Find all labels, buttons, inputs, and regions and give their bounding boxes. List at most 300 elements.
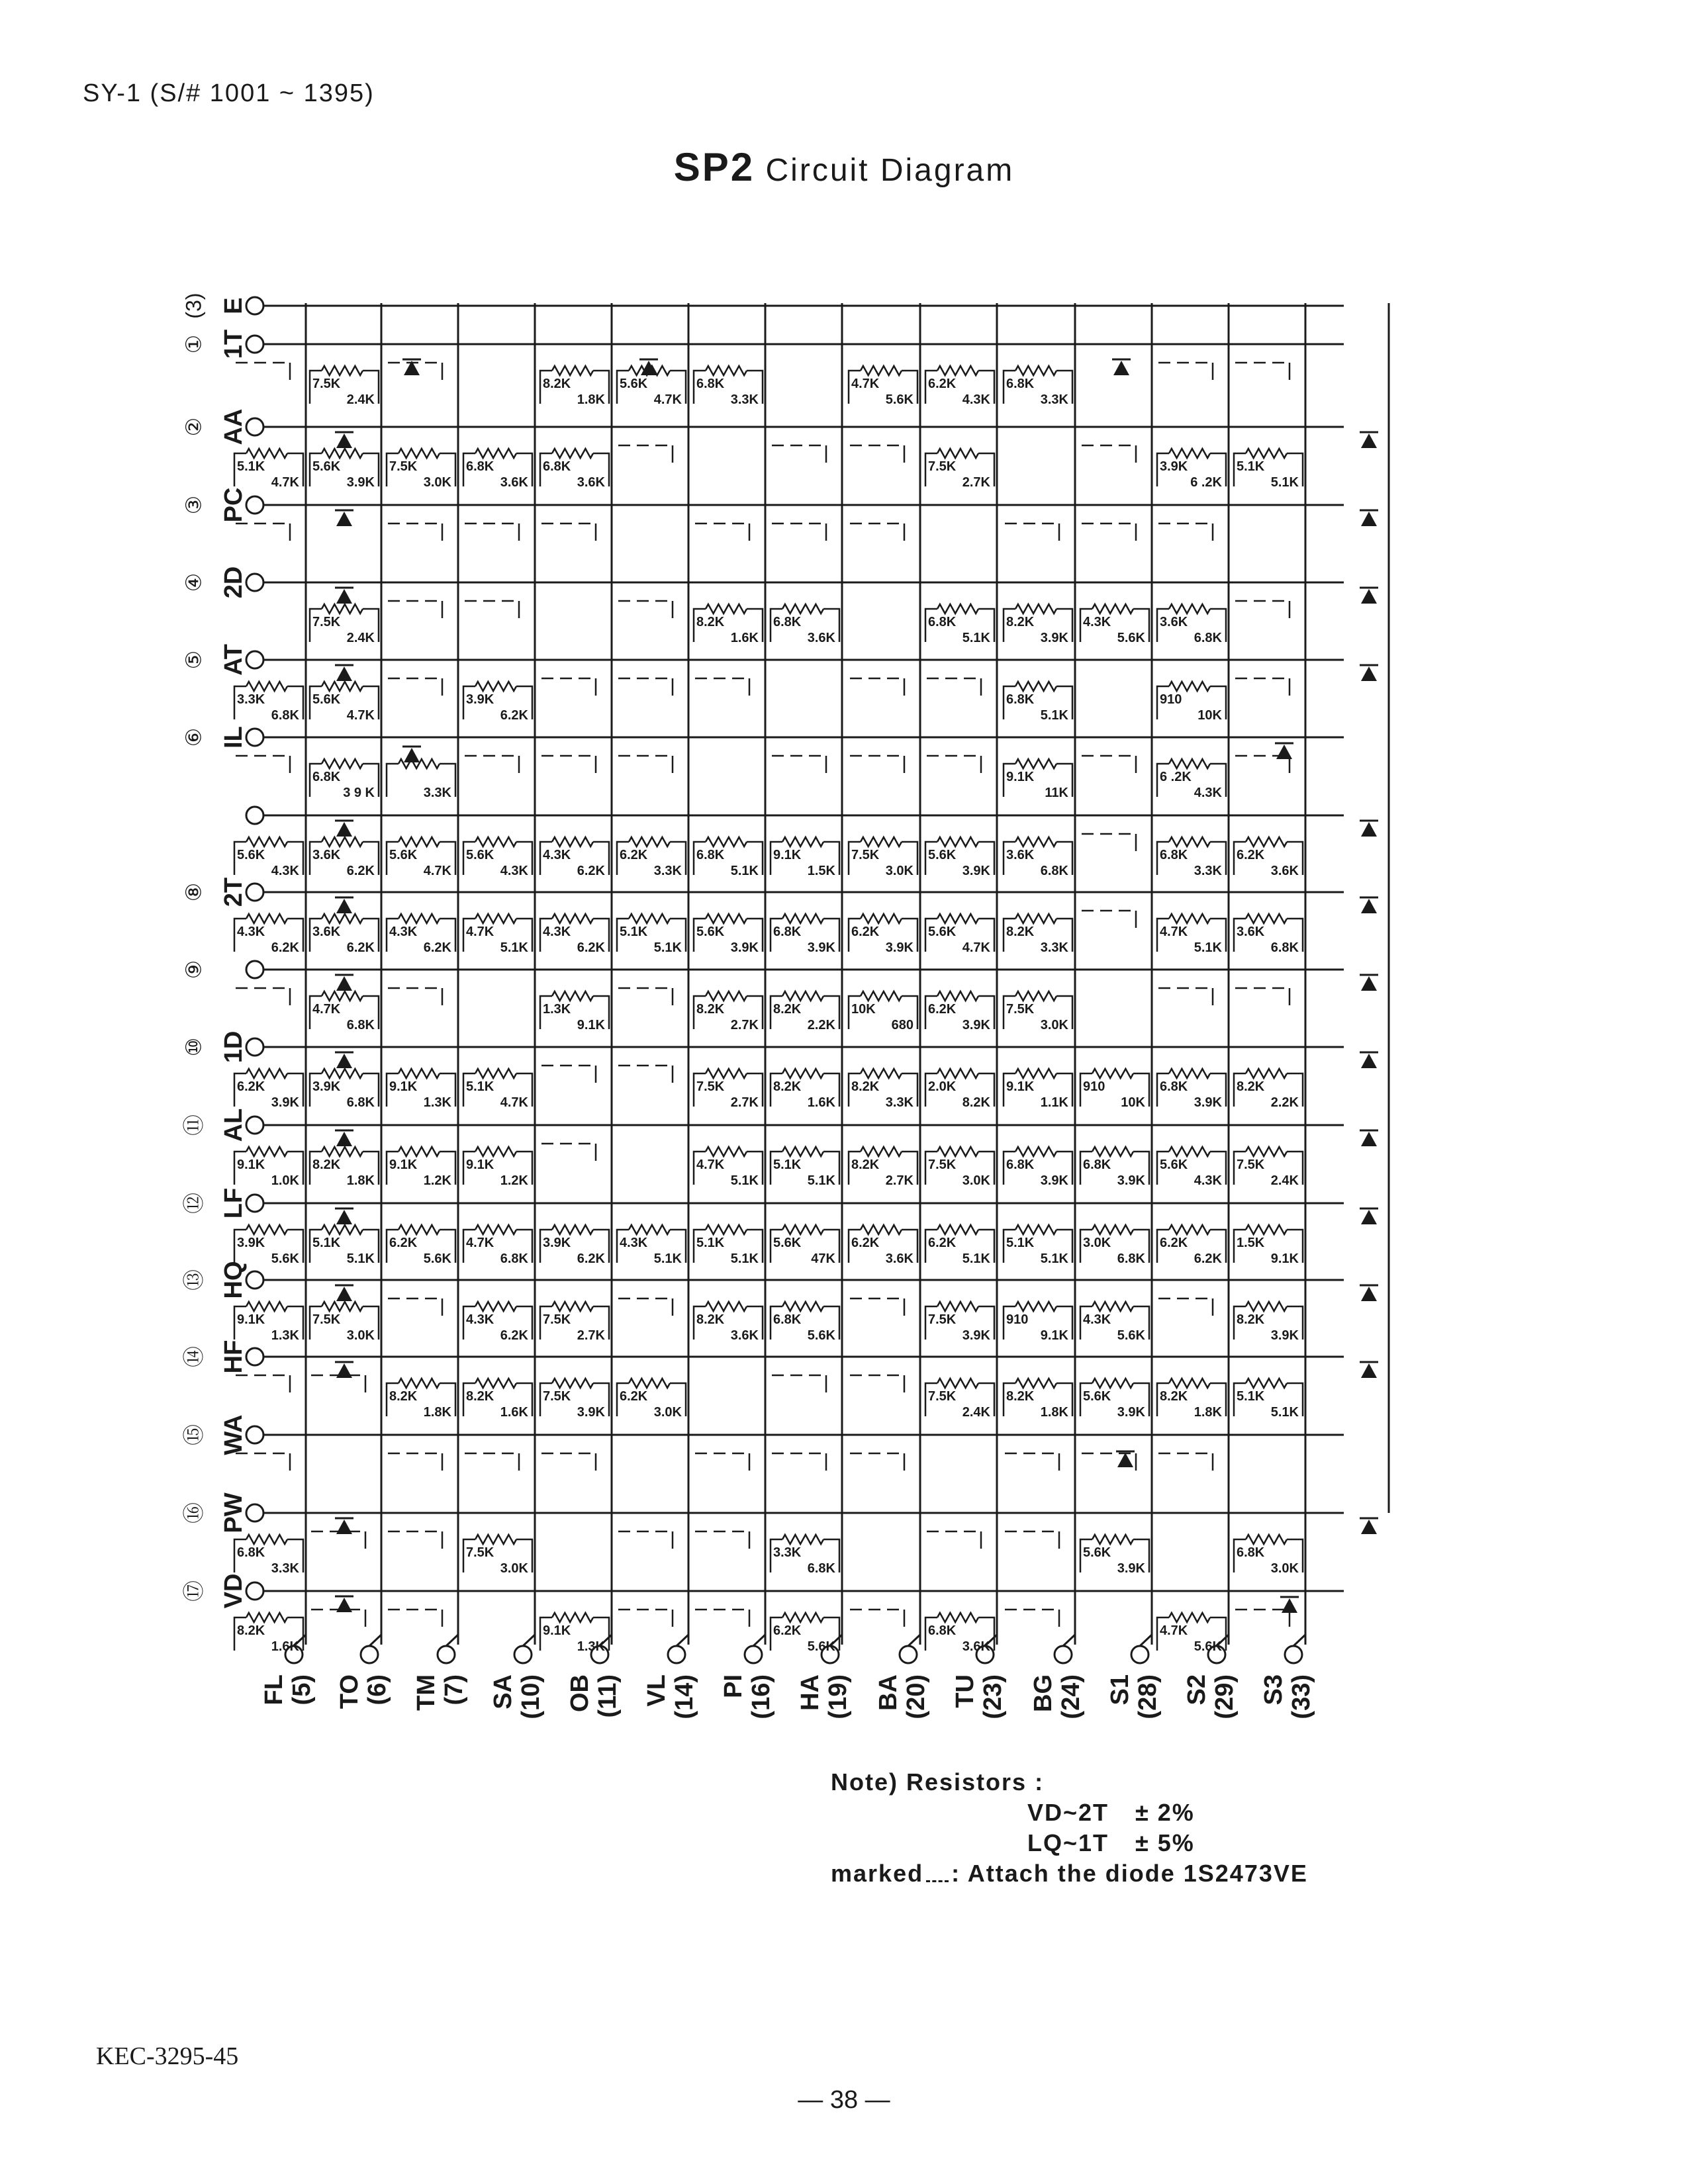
resistor-pair	[1234, 1302, 1303, 1343]
column-label: SA	[489, 1674, 517, 1709]
resistor-symbol	[1015, 1302, 1056, 1311]
resistor-pair	[1004, 1147, 1072, 1188]
resistor-pair	[1004, 759, 1072, 800]
resistor-symbol	[706, 366, 747, 375]
resistor-note	[831, 1767, 1308, 1889]
resistor-pair	[1004, 991, 1072, 1032]
row-terminal	[246, 1426, 263, 1443]
resistor-pair	[387, 837, 455, 878]
resistor-pair	[540, 1225, 609, 1266]
resistor-value-upper: 8.2K	[1160, 1389, 1188, 1404]
resistor-pair	[234, 1535, 303, 1576]
resistor-pair	[463, 682, 532, 723]
column-number: (6)	[363, 1674, 391, 1706]
resistor-pair	[849, 1147, 917, 1188]
resistor-value-upper: 6.8K	[773, 615, 802, 629]
resistor-symbol	[1246, 1379, 1287, 1388]
resistor-value-upper: 6.8K	[1006, 692, 1035, 707]
resistor-pair	[1157, 1069, 1226, 1110]
resistor-value-lower: 2.2K	[807, 1018, 835, 1032]
resistor-pair	[771, 837, 839, 878]
resistor-value-lower: 3 9 K	[343, 786, 375, 800]
resistor-pair	[849, 1069, 917, 1110]
resistor-value-upper: 6.8K	[1160, 848, 1188, 862]
resistor-pair	[1004, 1069, 1072, 1110]
row-label: AT	[220, 644, 248, 676]
resistor-pair	[310, 449, 379, 490]
resistor-symbol	[246, 682, 287, 691]
resistor-value-lower: 6.2K	[346, 940, 375, 955]
resistor-value-lower: 5.6K	[1117, 631, 1145, 645]
column-label: TO	[336, 1674, 363, 1709]
resistor-value-lower: 2.7K	[962, 475, 990, 490]
resistor-symbol	[706, 1069, 747, 1078]
resistor-pair	[771, 991, 839, 1032]
resistor-value-upper: 5.6K	[237, 848, 265, 862]
column-number: (29)	[1211, 1674, 1239, 1719]
diode-s3-icon	[1361, 1132, 1377, 1146]
resistor-value-lower: 3.9K	[807, 940, 835, 955]
column-number: (24)	[1057, 1674, 1085, 1719]
resistor-symbol	[399, 1225, 440, 1234]
resistor-pair	[1234, 914, 1303, 955]
resistor-symbol	[1015, 837, 1056, 846]
column-lead	[446, 1635, 458, 1646]
resistor-value-lower: 3.9K	[346, 475, 375, 490]
row-number: ⑨	[181, 960, 206, 979]
row-terminal	[246, 1038, 263, 1056]
resistor-value-upper: 4.3K	[543, 848, 571, 862]
title-bold: SP2	[673, 145, 755, 189]
resistor-value-upper: 7.5K	[543, 1312, 571, 1327]
resistor-value-upper: 3.6K	[1237, 925, 1265, 939]
resistor-value-lower: 4.7K	[346, 708, 375, 723]
resistor-pair	[463, 1069, 532, 1110]
resistor-pair	[310, 1225, 379, 1266]
resistor-symbol	[629, 1225, 670, 1234]
row-terminal	[246, 1116, 263, 1134]
row-number: (3)	[181, 293, 206, 319]
resistor-value-lower: 4.7K	[962, 940, 990, 955]
resistor-pair	[1080, 1379, 1149, 1420]
resistor-value-lower: 6.8K	[1040, 864, 1068, 878]
resistor-symbol	[782, 837, 823, 846]
resistor-pair	[234, 914, 303, 955]
resistor-symbol	[1169, 1379, 1210, 1388]
resistor-pair	[925, 991, 994, 1032]
resistor-value-upper: 5.1K	[1237, 459, 1265, 474]
resistor-pair	[617, 914, 686, 955]
resistor-symbol	[937, 1147, 978, 1156]
row-terminal	[246, 1195, 263, 1212]
resistor-value-upper: 5.6K	[312, 692, 341, 707]
resistor-value-lower: 1.3K	[271, 1328, 299, 1343]
resistor-pair	[463, 1147, 532, 1188]
resistor-value-upper: 4.3K	[543, 925, 571, 939]
diode-s3-icon	[1361, 433, 1377, 448]
resistor-value-upper: 7.5K	[312, 1312, 341, 1327]
resistor-symbol	[1246, 1225, 1287, 1234]
row-label: HF	[220, 1340, 248, 1374]
resistor-value-lower: 3.9K	[962, 1018, 990, 1032]
resistor-value-upper: 5.1K	[237, 459, 265, 474]
resistor-value-upper: 7.5K	[389, 459, 418, 474]
resistor-symbol	[706, 1302, 747, 1311]
resistor-value-lower: 2.7K	[730, 1095, 759, 1110]
resistor-symbol	[322, 837, 363, 846]
resistor-pair	[234, 682, 303, 723]
resistor-value-lower: 3.0K	[962, 1173, 990, 1188]
resistor-pair	[925, 604, 994, 645]
resistor-value-upper: 9.1K	[1006, 770, 1035, 784]
resistor-pair	[849, 991, 917, 1032]
resistor-value-upper: 4.7K	[466, 925, 494, 939]
resistor-value-upper: 6.2K	[773, 1623, 802, 1638]
resistor-symbol	[322, 366, 363, 375]
resistor-symbol	[861, 1147, 902, 1156]
resistor-symbol	[322, 604, 363, 614]
resistor-pair	[1157, 449, 1226, 490]
diode-fl-icon	[336, 976, 352, 991]
diode-icon	[1113, 361, 1129, 375]
resistor-pair	[1004, 914, 1072, 955]
resistor-value-lower: 1.6K	[807, 1095, 835, 1110]
resistor-pair	[617, 1379, 686, 1420]
resistor-value-upper: 6.8K	[1006, 377, 1035, 391]
resistor-value-upper: 4.3K	[466, 1312, 494, 1327]
resistor-symbol	[1092, 604, 1133, 614]
resistor-pair	[849, 837, 917, 878]
row-terminal	[246, 297, 263, 314]
resistor-value-upper: 6.8K	[543, 459, 571, 474]
row-label: AL	[220, 1108, 248, 1142]
resistor-value-upper: 4.3K	[1083, 615, 1111, 629]
resistor-symbol	[322, 449, 363, 458]
resistor-value-lower: 3.6K	[962, 1639, 990, 1654]
resistor-symbol	[322, 759, 363, 768]
resistor-symbol	[1169, 682, 1210, 691]
resistor-value-upper: 3.3K	[237, 692, 265, 707]
resistor-symbol	[706, 604, 747, 614]
row-number: ⑧	[181, 882, 206, 902]
resistor-value-lower: 3.9K	[1040, 631, 1068, 645]
resistor-pair	[925, 1069, 994, 1110]
resistor-value-lower: 6.8K	[1117, 1251, 1145, 1266]
resistor-value-lower: 3.3K	[730, 392, 759, 407]
resistor-value-upper: 5.1K	[466, 1079, 494, 1094]
resistor-value-upper: 3.9K	[312, 1079, 341, 1094]
resistor-value-upper: 8.2K	[696, 1002, 725, 1017]
resistor-value-upper: 5.1K	[1006, 1236, 1035, 1250]
column-terminal	[1055, 1646, 1072, 1663]
resistor-pair	[1080, 604, 1149, 645]
resistor-pair	[1004, 366, 1072, 407]
column-lead	[523, 1635, 535, 1646]
resistor-value-lower: 47K	[811, 1251, 835, 1266]
resistor-pair	[387, 449, 455, 490]
resistor-value-lower: 3.3K	[423, 786, 451, 800]
resistor-symbol	[782, 1225, 823, 1234]
resistor-pair	[234, 1613, 303, 1654]
resistor-symbol	[399, 837, 440, 846]
resistor-value-lower: 5.6K	[423, 1251, 451, 1266]
resistor-symbol	[782, 914, 823, 923]
resistor-value-upper: 6.2K	[1237, 848, 1265, 862]
resistor-pair	[1234, 1225, 1303, 1266]
resistor-value-upper: 9.1K	[1006, 1079, 1035, 1094]
resistor-value-upper: 5.6K	[620, 377, 648, 391]
resistor-value-lower: 3.0K	[1040, 1018, 1068, 1032]
resistor-pair	[694, 604, 763, 645]
resistor-symbol	[706, 1225, 747, 1234]
diode-s3-icon	[1361, 666, 1377, 681]
resistor-value-upper: 3.6K	[1006, 848, 1035, 862]
resistor-pair	[310, 604, 379, 645]
row-number: ⑪	[181, 1114, 206, 1136]
diode-s3-icon	[1361, 512, 1377, 526]
diode-fl-icon	[336, 1287, 352, 1301]
resistor-value-lower: 6.2K	[577, 864, 605, 878]
resistor-symbol	[629, 1379, 670, 1388]
diode-fl-icon	[336, 1054, 352, 1068]
resistor-pair	[1080, 1535, 1149, 1576]
resistor-pair	[1234, 1379, 1303, 1420]
resistor-value-upper: 6.2K	[237, 1079, 265, 1094]
resistor-symbol	[782, 1302, 823, 1311]
resistor-pair	[849, 914, 917, 955]
resistor-value-upper: 7.5K	[312, 615, 341, 629]
resistor-symbol	[552, 837, 593, 846]
resistor-value-lower: 11K	[1045, 786, 1068, 800]
diode-fl-icon	[336, 1210, 352, 1224]
resistor-value-upper: 4.3K	[1083, 1312, 1111, 1327]
resistor-symbol	[246, 449, 287, 458]
resistor-value-upper: 7.5K	[928, 1312, 957, 1327]
resistor-pair	[925, 1302, 994, 1343]
resistor-symbol	[1246, 449, 1287, 458]
resistor-value-upper: 6.8K	[773, 1312, 802, 1327]
resistor-value-upper: 5.1K	[696, 1236, 725, 1250]
resistor-symbol	[1092, 1069, 1133, 1078]
column-label: FL	[260, 1674, 288, 1706]
resistor-pair	[540, 991, 609, 1032]
row-label: WA	[220, 1414, 248, 1455]
resistor-pair	[463, 1379, 532, 1420]
resistor-symbol	[246, 1225, 287, 1234]
row-label: E	[220, 297, 248, 314]
resistor-value-upper: 5.6K	[389, 848, 418, 862]
resistor-value-lower: 5.1K	[1270, 1405, 1299, 1420]
resistor-value-lower: 4.3K	[500, 864, 528, 878]
resistor-symbol	[399, 449, 440, 458]
resistor-value-lower: 3.0K	[500, 1561, 528, 1576]
resistor-value-lower: 3.3K	[653, 864, 682, 878]
resistor-value-upper: 910	[1006, 1312, 1029, 1327]
resistor-value-upper: 1.3K	[543, 1002, 571, 1017]
row-number: ⑥	[181, 727, 206, 747]
resistor-value-lower: 6.2K	[500, 708, 528, 723]
resistor-value-lower: 3.9K	[962, 1328, 990, 1343]
resistor-value-lower: 3.0K	[346, 1328, 375, 1343]
row-number: ③	[181, 495, 206, 515]
resistor-symbol	[1169, 449, 1210, 458]
resistor-value-upper: 6.8K	[466, 459, 494, 474]
resistor-value-lower: 4.3K	[1194, 786, 1222, 800]
resistor-value-upper: 7.5K	[466, 1545, 494, 1560]
resistor-symbol	[322, 682, 363, 691]
row-terminal	[246, 961, 263, 978]
resistor-pair	[1004, 604, 1072, 645]
resistor-symbol	[475, 1147, 516, 1156]
resistor-value-upper: 5.6K	[773, 1236, 802, 1250]
resistor-value-lower: 5.1K	[730, 864, 759, 878]
resistor-value-lower: 2.2K	[1270, 1095, 1299, 1110]
resistor-symbol	[475, 449, 516, 458]
resistor-pair	[463, 1225, 532, 1266]
resistor-value-lower: 1.1K	[1040, 1095, 1068, 1110]
row-number: ⑤	[181, 650, 206, 670]
resistor-pair	[387, 1069, 455, 1110]
resistor-value-upper: 3.6K	[1160, 615, 1188, 629]
resistor-symbol	[1246, 914, 1287, 923]
resistor-value-lower: 5.1K	[1040, 708, 1068, 723]
resistor-value-upper: 8.2K	[389, 1389, 418, 1404]
resistor-value-upper: 9.1K	[773, 848, 802, 862]
resistor-symbol	[1015, 1147, 1056, 1156]
resistor-pair	[617, 837, 686, 878]
resistor-value-upper: 6.2K	[620, 848, 648, 862]
row-label: HQ	[220, 1261, 248, 1299]
resistor-value-lower: 1.8K	[577, 392, 605, 407]
row-terminal	[246, 418, 263, 435]
resistor-pair	[463, 449, 532, 490]
resistor-value-lower: 4.7K	[271, 475, 299, 490]
resistor-symbol	[246, 1535, 287, 1544]
resistor-value-lower: 6.2K	[271, 940, 299, 955]
row-terminal	[246, 807, 263, 824]
resistor-value-upper: 8.2K	[543, 377, 571, 391]
resistor-value-upper: 5.6K	[696, 925, 725, 939]
note-marked: marked	[831, 1860, 924, 1887]
resistor-value-lower: 2.7K	[577, 1328, 605, 1343]
resistor-pair	[310, 1147, 379, 1188]
row-terminal	[246, 336, 263, 353]
row-terminal	[246, 1582, 263, 1600]
resistor-symbol	[552, 1302, 593, 1311]
row-label: AA	[220, 408, 248, 445]
resistor-value-lower: 4.3K	[962, 392, 990, 407]
resistor-value-upper: 8.2K	[1237, 1079, 1265, 1094]
note-heading: Note) Resistors :	[831, 1768, 1045, 1796]
resistor-value-lower: 3.9K	[1117, 1561, 1145, 1576]
resistor-value-lower: 5.1K	[653, 940, 682, 955]
resistor-value-lower: 4.7K	[653, 392, 682, 407]
resistor-value-upper: 7.5K	[928, 1158, 957, 1172]
resistor-symbol	[1015, 914, 1056, 923]
resistor-value-upper: 3.9K	[543, 1236, 571, 1250]
resistor-value-upper: 7.5K	[1237, 1158, 1265, 1172]
resistor-symbol	[246, 914, 287, 923]
resistor-value-upper: 3.9K	[466, 692, 494, 707]
resistor-value-upper: 8.2K	[773, 1002, 802, 1017]
resistor-pair	[540, 1379, 609, 1420]
resistor-value-upper: 6.8K	[1237, 1545, 1265, 1560]
resistor-pair	[771, 1147, 839, 1188]
model-serial-label: SY-1 (S/# 1001 ~ 1395)	[83, 79, 375, 107]
resistor-value-upper: 6.8K	[1006, 1158, 1035, 1172]
resistor-symbol	[937, 914, 978, 923]
resistor-value-upper: 7.5K	[1006, 1002, 1035, 1017]
row-terminal	[246, 1348, 263, 1365]
resistor-symbol	[782, 1069, 823, 1078]
resistor-pair	[1080, 1069, 1149, 1110]
resistor-value-lower: 3.0K	[885, 864, 914, 878]
resistor-pair	[234, 1302, 303, 1343]
resistor-value-upper: 3.6K	[312, 925, 341, 939]
resistor-pair	[694, 366, 763, 407]
resistor-value-upper: 3.9K	[1160, 459, 1188, 474]
resistor-value-upper: 5.6K	[1083, 1389, 1111, 1404]
resistor-pair	[387, 1147, 455, 1188]
resistor-symbol	[552, 366, 593, 375]
resistor-pair	[694, 914, 763, 955]
resistor-value-lower: 3.6K	[807, 631, 835, 645]
resistor-value-upper: 6.2K	[928, 1002, 957, 1017]
row-terminal	[246, 496, 263, 514]
resistor-value-lower: 3.6K	[577, 475, 605, 490]
resistor-value-lower: 5.6K	[885, 392, 914, 407]
resistor-pair	[234, 449, 303, 490]
column-number: (14)	[671, 1674, 698, 1719]
resistor-value-lower: 3.9K	[885, 940, 914, 955]
note-lq-tolerance: ± 5%	[1135, 1829, 1195, 1856]
resistor-value-lower: 3.9K	[1270, 1328, 1299, 1343]
resistor-symbol	[552, 1613, 593, 1622]
note-vd-tolerance: ± 2%	[1135, 1799, 1195, 1826]
resistor-value-lower: 3.0K	[423, 475, 451, 490]
diode-fl-icon	[336, 433, 352, 448]
document-code: KEC-3295-45	[96, 2042, 239, 2070]
diode-fl-icon	[336, 666, 352, 681]
resistor-value-lower: 4.3K	[271, 864, 299, 878]
row-label: LF	[220, 1187, 248, 1219]
column-label: BG	[1029, 1674, 1057, 1712]
diode-icon	[1117, 1453, 1133, 1467]
resistor-pair	[463, 837, 532, 878]
resistor-value-upper: 4.7K	[1160, 1623, 1188, 1638]
note-vd-label: VD~2T	[1027, 1799, 1109, 1826]
resistor-pair	[849, 1225, 917, 1266]
row-terminal	[246, 1504, 263, 1522]
resistor-pair	[1234, 1147, 1303, 1188]
resistor-value-lower: 3.9K	[577, 1405, 605, 1420]
resistor-symbol	[782, 604, 823, 614]
column-label: S3	[1260, 1674, 1288, 1706]
resistor-pair	[771, 1535, 839, 1576]
resistor-pair	[1157, 1147, 1226, 1188]
resistor-value-upper: 8.2K	[696, 1312, 725, 1327]
column-terminal	[361, 1646, 378, 1663]
resistor-symbol	[1246, 1147, 1287, 1156]
resistor-value-lower: 6.8K	[807, 1561, 835, 1576]
diode-fl-icon	[336, 899, 352, 913]
resistor-value-lower: 2.7K	[885, 1173, 914, 1188]
resistor-symbol	[1169, 1225, 1210, 1234]
resistor-pair	[925, 366, 994, 407]
resistor-symbol	[322, 1147, 363, 1156]
column-label: HA	[796, 1674, 824, 1711]
resistor-symbol	[782, 991, 823, 1001]
